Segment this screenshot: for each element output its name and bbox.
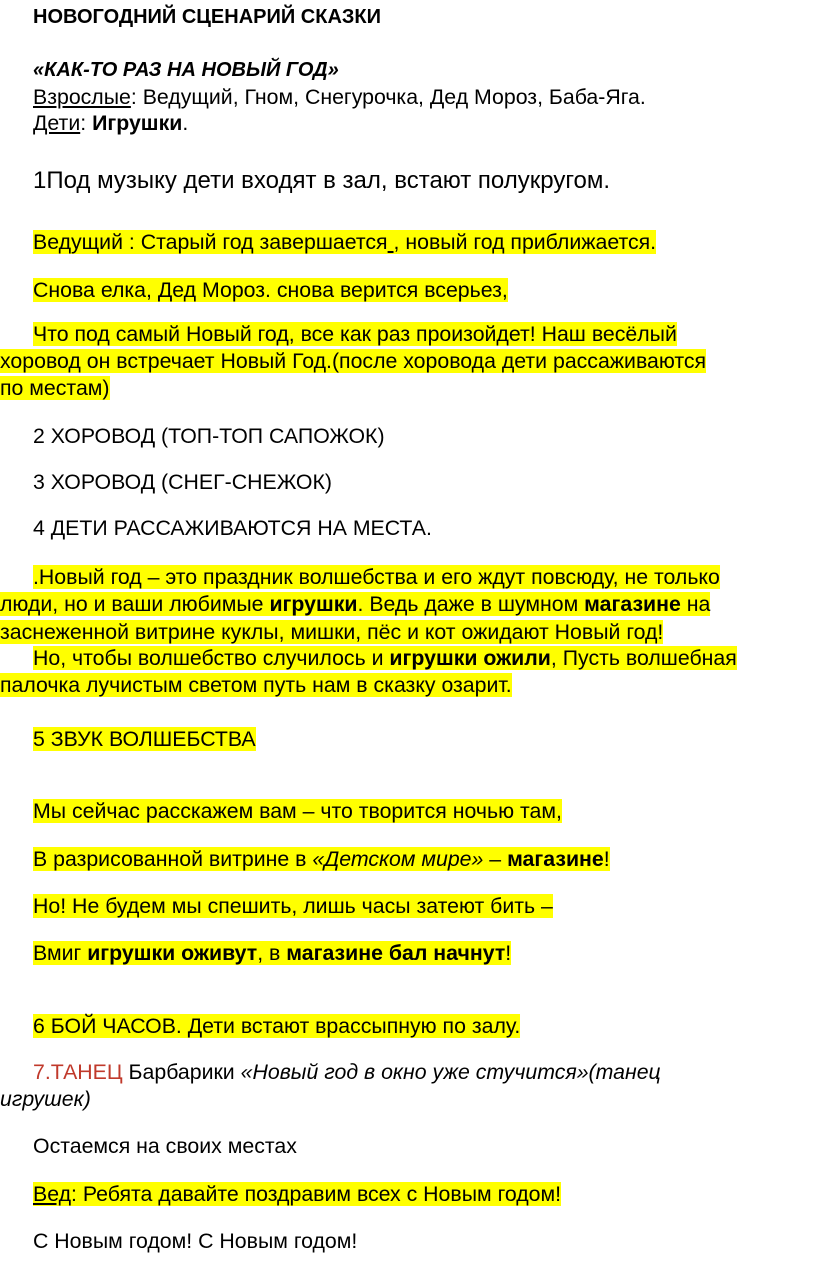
stage-direction-stay: Остаемся на своих местах [33,1134,297,1158]
narration-2-row-2 [0,673,512,697]
verse-line-4-e: ! [505,941,512,965]
host-greeting-text: : Ребята давайте поздравим всех с Новым годом! [71,1182,562,1206]
verse-line-1 [33,799,562,823]
verse-line-2-c: – [483,847,508,871]
narration-2-text-2: палочка лучистым светом путь нам в сказку озарит. [0,673,512,697]
narration-1-text-2a: люди, но и ваши любимые [0,592,270,616]
kids-value: Игрушки [92,111,183,135]
host-line-3-row-1 [33,322,677,346]
verse-line-2-e: ! [603,847,610,871]
section-7-label: 7.ТАНЕЦ [33,1060,123,1084]
host-line-3-row-3 [0,376,110,400]
kids-end: . [182,111,189,135]
host-line-1 [33,230,656,254]
narration-1-text-1: .Новый год – это праздник волшебства и его ждут повсюду, не только [33,565,720,589]
verse-line-3-text: Но! Не будем мы спешить, лишь часы затеют бить – [33,894,553,918]
stage-direction-1: 1Под музыку дети входят в зал, встают полукругом. [33,167,611,194]
narration-1-text-2d: магазине [584,592,681,616]
greeting-line: С Новым годом! С Новым годом! [33,1229,358,1253]
document-title: НОВОГОДНИЙ СЦЕНАРИЙ СКАЗКИ [33,6,381,28]
verse-line-2-b: «Детском мире» [312,847,484,871]
verse-line-4 [33,941,511,965]
section-7-row-1 [33,1060,661,1084]
narration-1-row-2 [0,592,710,616]
narration-2-text-1a: Но, чтобы волшебство случилось и [33,646,390,670]
narration-1-text-2e: на [680,592,711,616]
verse-line-1-text: Мы сейчас расскажем вам – что творится ночью там, [33,799,562,823]
section-7-author: Барбарики [122,1060,241,1084]
host-short-label: Вед [33,1182,72,1206]
cast-adults-line [33,85,646,109]
verse-line-4-c: , в [257,941,287,965]
host-line-3-text-1: Что под самый Новый год, все как раз произойдет! Наш весёлый [33,322,677,346]
narration-1-text-2b: игрушки [269,592,358,616]
host-line-3-row-2 [0,349,706,373]
narration-2-text-1c: , Пусть волшебная [550,646,737,670]
section-4: 4 ДЕТИ РАССАЖИВАЮТСЯ НА МЕСТА. [33,516,432,540]
host-line-2 [33,278,508,302]
section-5-text: 5 ЗВУК ВОЛШЕБСТВА [33,727,256,751]
host-line-1-c: , новый год приближается. [393,230,657,254]
section-6 [33,1014,520,1038]
verse-line-4-b: игрушки оживут [87,941,258,965]
section-7-song: «Новый год в окно уже стучится»(танец [240,1060,661,1084]
narration-1-row-3 [0,620,663,644]
narration-1-row-1 [33,565,720,589]
cast-kids-line [33,111,188,135]
section-7-row-2: игрушек) [0,1087,91,1111]
verse-line-2-d: магазине [507,847,604,871]
verse-line-3 [33,894,553,918]
section-2: 2 ХОРОВОД (ТОП-ТОП САПОЖОК) [33,424,385,448]
adults-label: Взрослые [33,85,131,109]
adults-list: : Ведущий, Гном, Снегурочка, Дед Мороз, Баба-Яга. [130,85,646,109]
section-3: 3 ХОРОВОД (СНЕГ-СНЕЖОК) [33,470,332,494]
host-line-1-b [388,230,394,254]
narration-1-text-3: заснеженной витрине куклы, мишки, пёс и кот ожидают Новый год! [0,620,664,644]
host-greeting-line [33,1182,561,1206]
host-line-1-a: Ведущий : Старый год завершается [33,230,388,254]
narration-2-row-1 [33,646,737,670]
host-line-3-text-2: хоровод он встречает Новый Год.(после хоровода дети рассаживаются [0,349,707,373]
document-subtitle: «КАК-ТО РАЗ НА НОВЫЙ ГОД» [33,59,339,81]
kids-label: Дети [33,111,81,135]
narration-2-text-1b: игрушки ожили [389,646,551,670]
host-line-3-text-3: по местам) [0,376,110,400]
kids-sep: : [80,111,93,135]
section-6-text: 6 БОЙ ЧАСОВ. Дети встают врассыпную по залу. [33,1014,521,1038]
host-line-2-text: Снова елка, Дед Мороз. снова верится всерьез, [33,278,508,302]
section-5 [33,727,256,751]
narration-1-text-2c: . Ведь даже в шумном [357,592,585,616]
verse-line-2 [33,847,610,871]
verse-line-4-a: Вмиг [33,941,88,965]
verse-line-4-d: магазине бал начнут [286,941,506,965]
verse-line-2-a: В разрисованной витрине в [33,847,313,871]
